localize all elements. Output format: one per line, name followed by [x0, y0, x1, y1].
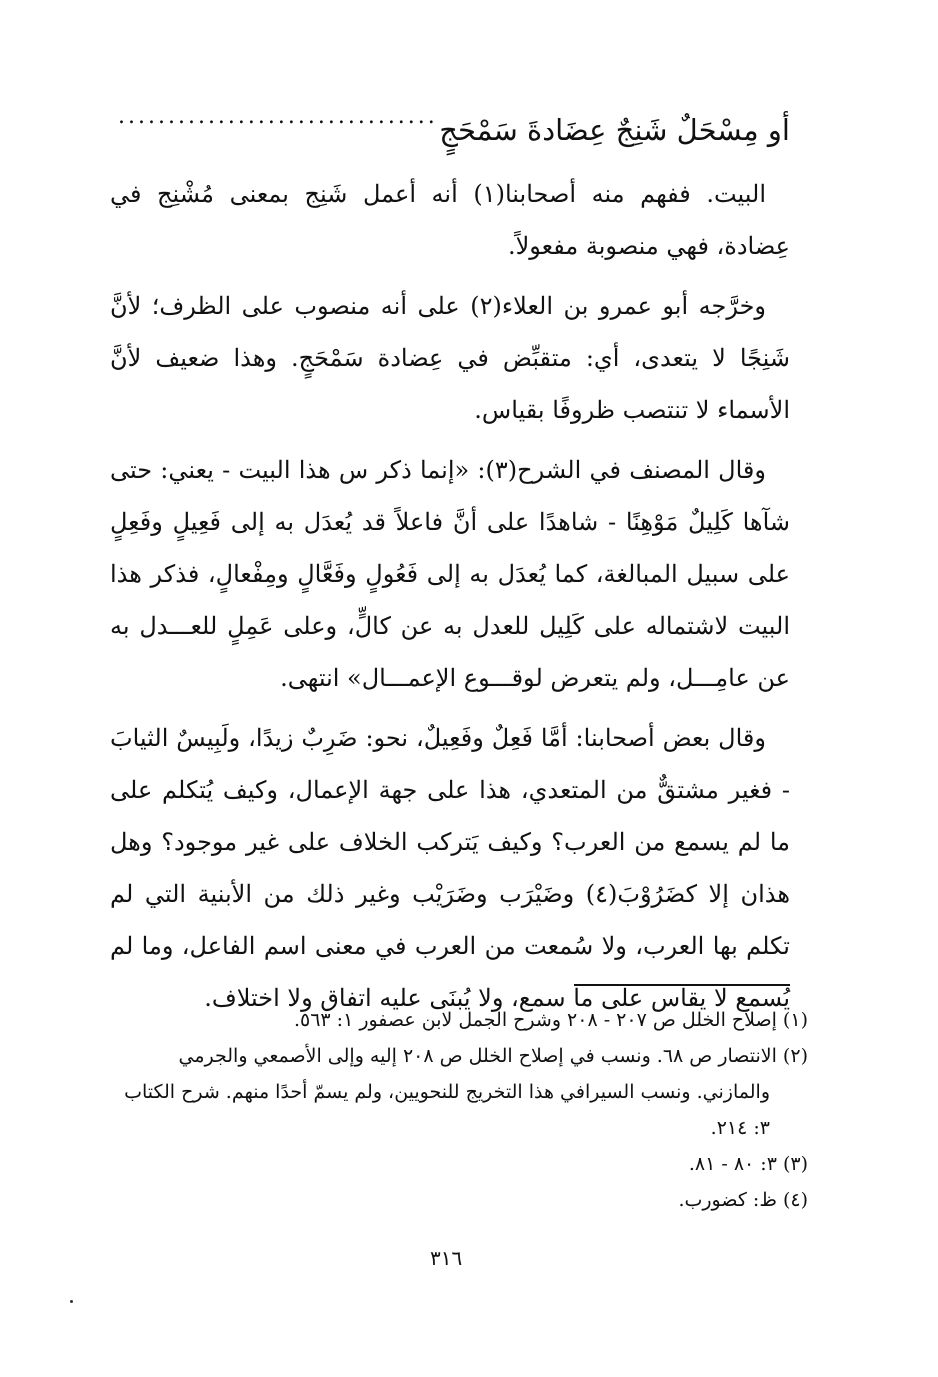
- verse-ellipsis: ................................: [118, 104, 438, 129]
- paragraph-3: وقال المصنف في الشرح(٣): «إنما ذكر س هذا البيت - يعني: حتى شآها كَلِيلٌ مَوْهِنًا - شاهدًا على أنَّ فاعلاً قد يُعدَل به إلى فَعِيلٍ وفَعِلٍ على سبيل المبالغة، كما يُعدَل به إلى فَعُولٍ وفَعَّالٍ ومِفْعالٍ، فذكر هذا البيت لاشتماله على كَلِيل للعدل به عن كالٍّ، وعلى عَمِلٍ للعـــدل به عن عامِـــل، ولم يتعرض لوقـــوع الإعمـــال» انتهى.: [110, 456, 791, 692]
- paragraph-2: وخرَّجه أبو عمرو بن العلاء(٢) على أنه منصوب على الظرف؛ لأنَّ شَنِجًا لا يتعدى، أي: متقبِّض في عِضادة سَمْحَجٍ. وهذا ضعيف لأنَّ الأسماء لا تنتصب ظروفًا بقياس.: [110, 292, 790, 424]
- footnote-3: (٣) ٣: ٨٠ - ٨١.: [688, 1153, 808, 1175]
- footnote-4: (٤) ظ: كضورب.: [678, 1189, 808, 1211]
- main-text: [110, 168, 790, 1032]
- footnote-separator: [574, 984, 790, 986]
- footnotes: [108, 1002, 808, 1218]
- page-number: ٣١٦: [430, 1246, 463, 1270]
- footnote-2-continuation: والمازني. ونسب السيرافي هذا التخريج للنحويين، ولم يسمّ أحدًا منهم. شرح الكتاب ٣: ٢١٤.: [124, 1081, 770, 1139]
- paragraph-4: وقال بعض أصحابنا: أمَّا فَعِلٌ وفَعِيلٌ، نحو: ضَرِبٌ زيدًا، ولَبِيسٌ الثيابَ - فغير مشتقٌّ من المتعدي، هذا على جهة الإعمال، وكيف يُتكلم على ما لم يسمع من العرب؟ وكيف يَتركب الخلاف على غير موجود؟ وهل هذان إلا كضَرُوْبَ(٤) وضَيْرَب وضَرَيْب وغير ذلك من الأبنية التي لم تكلم بها العرب، ولا سُمعت من العرب في معنى اسم الفاعل، وما لم يُسمع لا يقاس على ما سمع، ولا يُبنَى عليه اتفاق ولا اختلاف.: [110, 724, 790, 1012]
- scan-speck: [70, 1300, 73, 1303]
- verse-line: أو مِسْحَلٌ شَنِجٌ عِضَادةَ سَمْحَجٍ: [439, 113, 790, 147]
- paragraph-1: البيت. ففهم منه أصحابنا(١) أنه أعمل شَنِج بمعنى مُشْنِج في عِضادة، فهي منصوبة مفعولاً.: [110, 180, 790, 260]
- footnote-2: (٢) الانتصار ص ٦٨. ونسب في إصلاح الخلل ص ٢٠٨ إليه وإلى الأصمعي والجرمي: [178, 1045, 808, 1067]
- footnote-1: (١) إصلاح الخلل ص ٢٠٧ - ٢٠٨ وشرح الجمل لابن عصفور ١: ٥٦٣.: [293, 1009, 808, 1031]
